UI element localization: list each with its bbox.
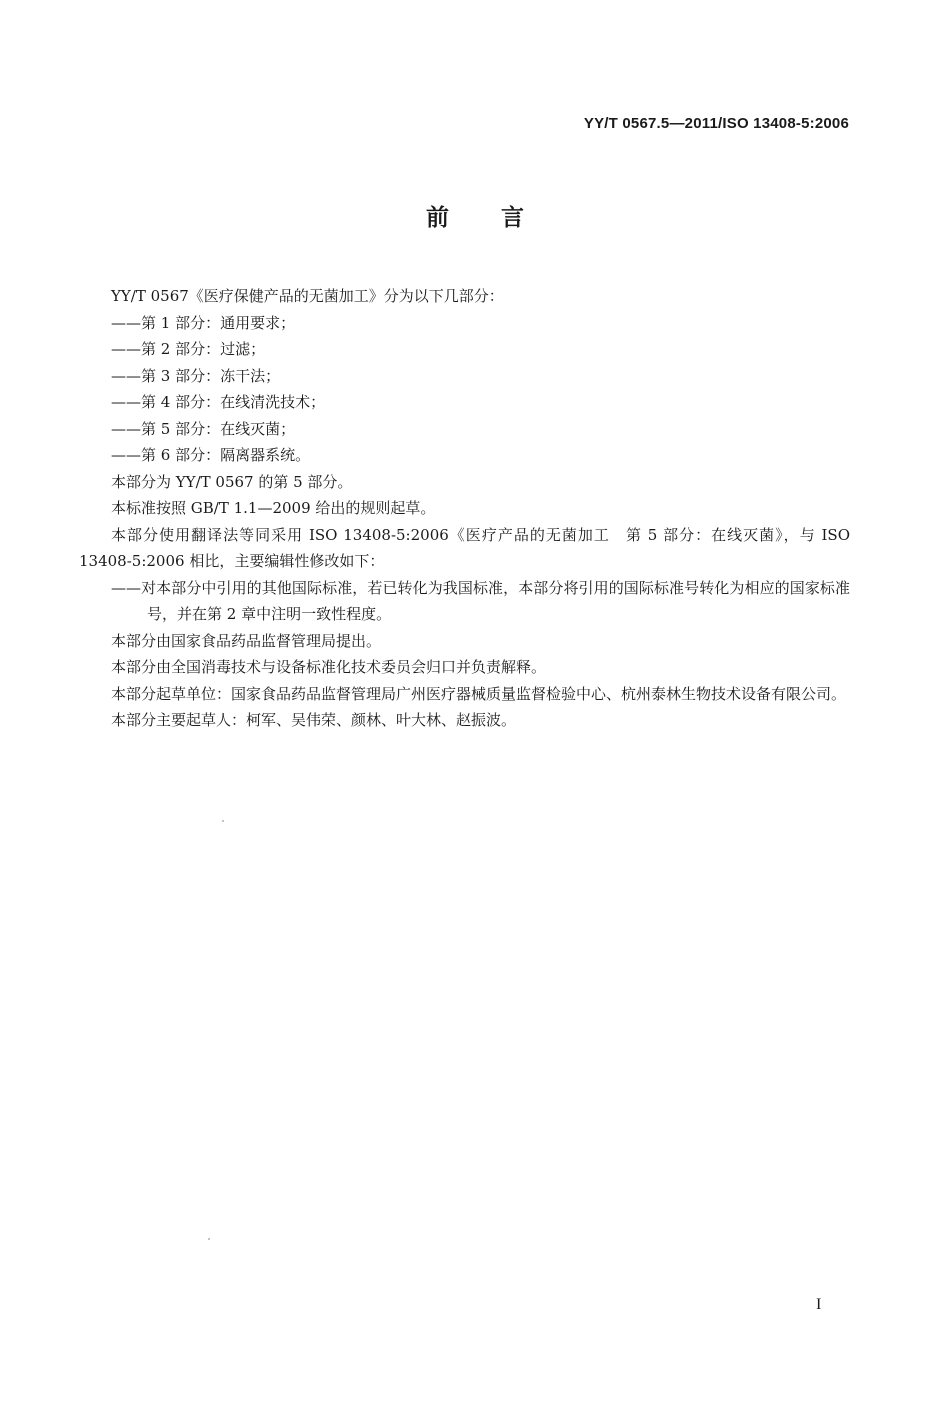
list-item-part-2: ——第 2 部分：过滤； (111, 340, 266, 358)
committee-statement: 本部分由全国消毒技术与设备标准化技术委员会归口并负责解释。 (111, 658, 547, 676)
foreword-body (79, 283, 850, 734)
scan-speck (208, 1238, 210, 1240)
title-char-1: 前 (426, 205, 449, 231)
scan-speck (222, 820, 224, 822)
list-item-part-3: ——第 3 部分：冻干法； (111, 366, 281, 385)
list-item-part-5: ——第 5 部分：在线灭菌； (111, 419, 296, 438)
main-drafters: 本部分主要起草人：柯军、吴伟荣、颜林、叶大林、赵振波。 (111, 711, 517, 729)
translation-statement: 本部分使用翻译法等同采用 ISO 13408-5:2006《医疗产品的无菌加工 第 5 部分：在线灭菌》，与 ISO 13408-5:2006 相比，主要编辑性修改如下： (79, 525, 850, 570)
title-char-2: 言 (501, 205, 524, 231)
page-title (0, 199, 950, 232)
page-number: I (816, 1296, 822, 1313)
list-item-part-4: ——第 4 部分：在线清洗技术； (111, 393, 326, 411)
modification-item: ——对本部分中引用的其他国际标准，若已转化为我国标准，本部分将引用的国际标准号转化为相应的国家标准号，并在第 2 章中注明一致性程度。 (111, 578, 850, 623)
list-item-part-6: ——第 6 部分：隔离器系统。 (111, 446, 311, 464)
part-statement: 本部分为 YY/T 0567 的第 5 部分。 (111, 472, 353, 491)
standard-code: YY/T 0567.5—2011/ISO 13408-5:2006 (583, 115, 849, 132)
intro-paragraph: YY/T 0567《医疗保健产品的无菌加工》分为以下几部分： (111, 287, 504, 305)
list-item-part-1: ——第 1 部分：通用要求； (111, 313, 296, 332)
drafting-units: 本部分起草单位：国家食品药品监督管理局广州医疗器械质量监督检验中心、杭州泰林生物技术设备有限公司。 (111, 684, 847, 703)
proposer-statement: 本部分由国家食品药品监督管理局提出。 (111, 631, 382, 650)
drafting-rule-statement: 本标准按照 GB/T 1.1—2009 给出的规则起草。 (111, 499, 436, 517)
